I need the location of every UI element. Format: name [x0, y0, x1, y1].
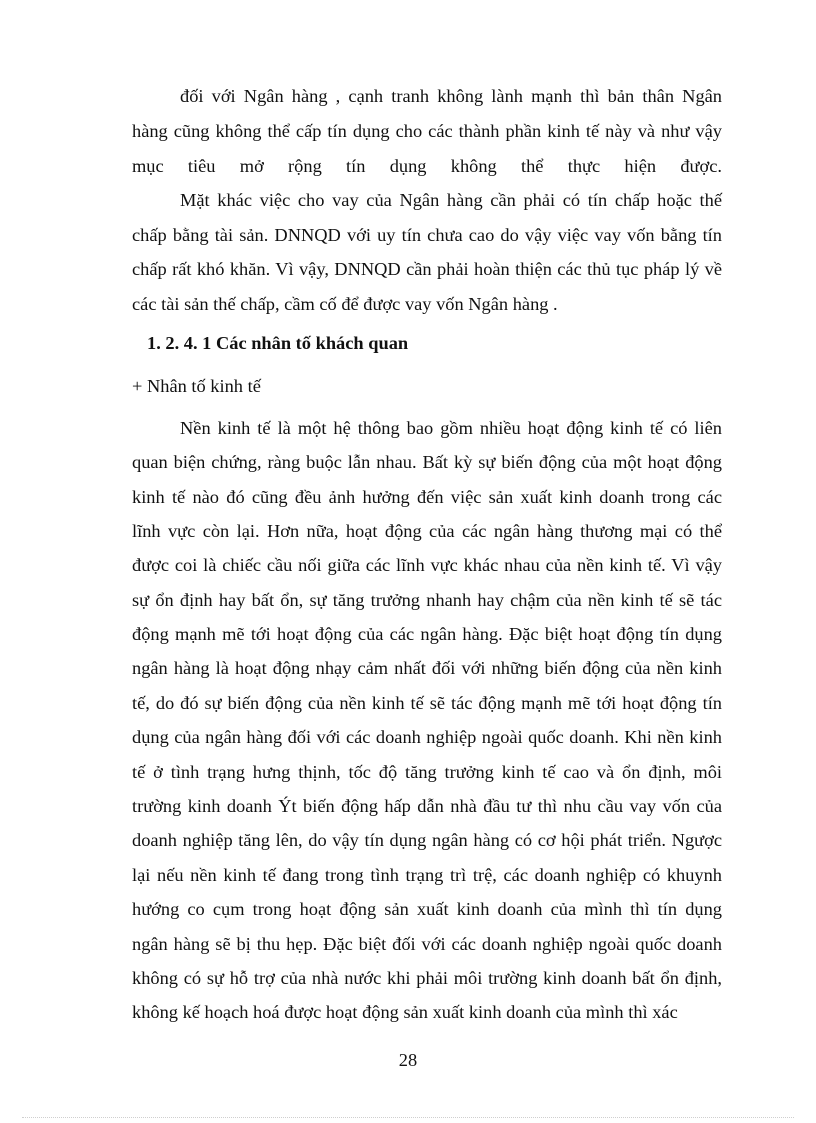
paragraph-1-line-1: đối với Ngân hàng , cạnh tranh không lành mạnh thì bản thân Ngân [180, 86, 722, 106]
paragraph-3-line-1: Nền kinh tế là một hệ thông bao gồm nhiều hoạt động kinh tế có liên [180, 418, 722, 438]
paragraph-2-line-2: chấp bằng tài sản. DNNQD với uy tín chưa cao do vậy việc vay vốn bằng tín [132, 225, 722, 245]
paragraph-3-line-17: không có sự hỗ trợ của nhà nước khi phải môi trường kinh doanh bất ổn định, [132, 968, 722, 988]
paragraph-1-line-3: mục tiêu mở rộng tín dụng không thể thực hiện được. [132, 156, 722, 176]
paragraph-1-line-2: hàng cũng không thể cấp tín dụng cho các thành phần kinh tế này và như vậy [132, 121, 722, 141]
page-bottom-divider [22, 1117, 794, 1118]
paragraph-2-line-4: các tài sản thế chấp, cầm cố để được vay vốn Ngân hàng . [132, 294, 558, 314]
paragraph-2-line-1: Mặt khác việc cho vay của Ngân hàng cần phải có tín chấp hoặc thế [180, 190, 722, 210]
section-heading: 1. 2. 4. 1 Các nhân tố khách quan [147, 333, 409, 353]
paragraph-3-line-4: lĩnh vực còn lại. Hơn nữa, hoạt động của các ngân hàng thương mại có thể [132, 521, 722, 541]
paragraph-3-line-6: sự ổn định hay bất ổn, sự tăng trưởng nhanh hay chậm của nền kinh tế sẽ tác [132, 590, 722, 610]
paragraph-3-line-3: kinh tế nào đó cũng đều ảnh hưởng đến việc sản xuất kinh doanh trong các [132, 487, 722, 507]
page-number: 28 [398, 1050, 418, 1070]
paragraph-2-line-3: chấp rất khó khăn. Vì vậy, DNNQD cần phải hoàn thiện các thủ tục pháp lý về [132, 259, 722, 279]
paragraph-3-line-18: không kế hoạch hoá được hoạt động sản xuất kinh doanh của mình thì xác [132, 1002, 678, 1022]
paragraph-3-line-16: ngân hàng sẽ bị thu hẹp. Đặc biệt đối với các doanh nghiệp ngoài quốc doanh [132, 934, 722, 954]
paragraph-3-line-11: tế ở tình trạng hưng thịnh, tốc độ tăng trưởng kinh tế cao và ổn định, môi [132, 762, 722, 782]
paragraph-3-line-15: hướng co cụm trong hoạt động sản xuất kinh doanh của mình thì tín dụng [132, 899, 722, 919]
paragraph-3-line-9: tế, do đó sự biến động của nền kinh tế sẽ tác động mạnh mẽ tới hoạt động tín [132, 693, 722, 713]
paragraph-3-line-12: trường kinh doanh Ýt biến động hấp dẫn nhà đầu tư thì nhu cầu vay vốn của [132, 796, 722, 816]
paragraph-3-line-13: doanh nghiệp tăng lên, do vậy tín dụng ngân hàng có cơ hội phát triển. Ngược [132, 830, 722, 850]
paragraph-3-line-7: động mạnh mẽ tới hoạt động của các ngân hàng. Đặc biệt hoạt động tín dụng [132, 624, 722, 644]
paragraph-3-line-10: dụng của ngân hàng đối với các doanh nghiệp ngoài quốc doanh. Khi nền kinh [132, 727, 722, 747]
paragraph-3-line-5: được coi là chiếc cầu nối giữa các lĩnh vực khác nhau của nền kinh tế. Vì vậy [132, 555, 722, 575]
subheading-economic-factor: + Nhân tố kinh tế [132, 376, 261, 396]
paragraph-3-line-2: quan biện chứng, ràng buộc lẫn nhau. Bất kỳ sự biến động của một hoạt động [132, 452, 722, 472]
paragraph-3-line-8: ngân hàng là hoạt động nhạy cảm nhất đối với những biến động của nền kinh [132, 658, 722, 678]
paragraph-3-line-14: lại nếu nền kinh tế đang trong tình trạng trì trệ, các doanh nghiệp có khuynh [132, 865, 722, 885]
